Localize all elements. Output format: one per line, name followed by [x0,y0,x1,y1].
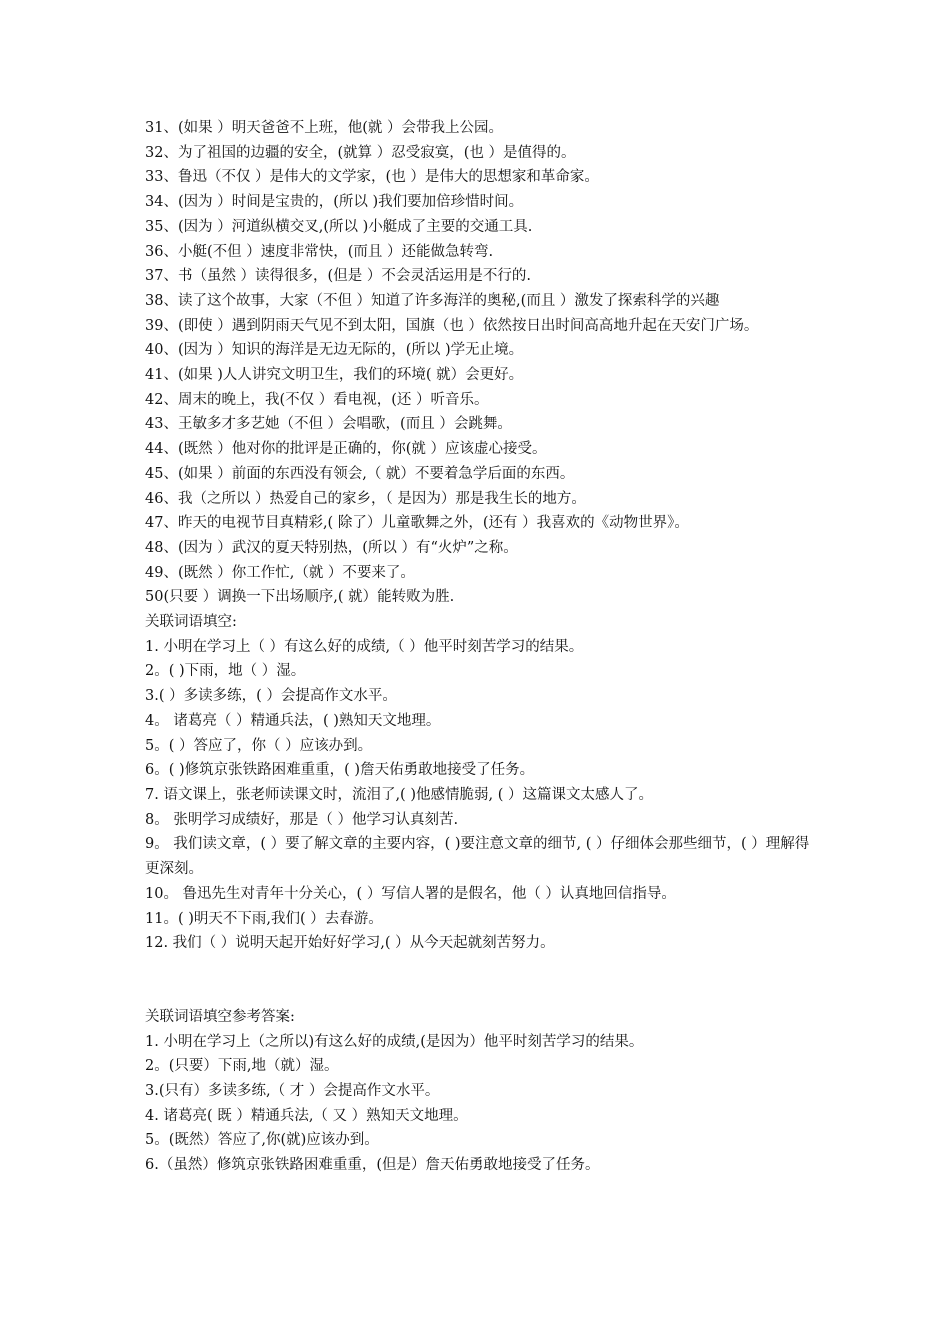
exercise-item-3: 3.( ）多读多练，( ）会提高作文水平。 [145,688,397,705]
exercise-item-9: 9。 我们读文章，( ）要了解文章的主要内容，( )要注意文章的细节, ( ）仔细体会那些细节，( ）理解得更深刻。 [145,836,810,878]
sentence-46: 46、我（之所以 ）热爱自己的家乡，（ 是因为）那是我生长的地方。 [145,490,586,507]
sentence-35: 35、(因为 ）河道纵横交叉,(所以 )小艇成了主要的交通工具. [145,218,533,235]
exercise-item-1: 1. 小明在学习上（ ）有这么好的成绩,（ ）他平时刻苦学习的结果。 [145,638,584,655]
sentence-43: 43、王敏多才多艺她（不但 ）会唱歌，(而且 ）会跳舞。 [145,416,512,433]
sentence-34: 34、(因为 ）时间是宝贵的，(所以 )我们要加倍珍惜时间。 [145,194,524,211]
sentence-50: 50(只要 ）调换一下出场顺序,( 就）能转败为胜. [145,589,455,606]
answer-item-4: 4. 诸葛亮( 既 ）精通兵法,（ 又 ）熟知天文地理。 [145,1107,468,1124]
sentence-47: 47、昨天的电视节目真精彩,( 除了）儿童歌舞之外，(还有 ）我喜欢的《动物世界》。 [145,515,689,532]
exercise-item-8: 8。 张明学习成绩好，那是（ ）他学习认真刻苦. [145,811,459,828]
answer-item-1: 1. 小明在学习上（之所以)有这么好的成绩,(是因为）他平时刻苦学习的结果。 [145,1033,644,1050]
exercise-item-12: 12. 我们（ ）说明天起开始好好学习,( ）从今天起就刻苦努力。 [145,935,555,952]
sentence-38: 38、读了这个故事，大家（不但 ）知道了许多海洋的奥秘,(而且 ）激发了探索科学的兴趣 [145,292,720,309]
exercise-title: 关联词语填空: [145,614,237,631]
sentence-37: 37、书（虽然 ）读得很多，(但是 ）不会灵活运用是不行的. [145,268,531,285]
sentence-42: 42、周末的晚上，我(不仅 ）看电视，(还 ）听音乐。 [145,391,489,408]
sentence-40: 40、(因为 ）知识的海洋是无边无际的，(所以 )学无止境。 [145,342,524,359]
exercise-item-10: 10。 鲁迅先生对青年十分关心，( ）写信人署的是假名，他（ ）认真地回信指导。 [145,885,676,902]
sentence-32: 32、为了祖国的边疆的安全，(就算 ）忍受寂寞，(也 ）是值得的。 [145,144,576,161]
answers-title: 关联词语填空参考答案: [145,1008,295,1025]
exercise-item-11: 11。( )明天不下雨,我们( ）去春游。 [145,910,383,927]
answer-item-5: 5。(既然）答应了,你(就)应该办到。 [145,1132,379,1149]
answer-item-2: 2。(只要）下雨,地（就）湿。 [145,1058,339,1075]
exercise-item-7: 7. 语文课上，张老师读课文时，流泪了,( )他感情脆弱, ( ）这篇课文太感人了。 [145,786,653,803]
sentence-45: 45、(如果 ）前面的东西没有领会,（ 就）不要着急学后面的东西。 [145,465,575,482]
sentence-49: 49、(既然 ）你工作忙,（就 ）不要来了。 [145,564,415,581]
sentence-33: 33、鲁迅（不仅 ）是伟大的文学家，(也 ）是伟大的思想家和革命家。 [145,169,599,186]
document-body [145,116,813,1178]
sentence-31: 31、(如果 ）明天爸爸不上班，他(就 ）会带我上公园。 [145,120,503,136]
exercise-item-2: 2。( )下雨，地（ ）湿。 [145,663,306,680]
sentence-48: 48、(因为 ）武汉的夏天特别热，(所以 ）有“火炉”之称。 [145,539,518,556]
sentence-41: 41、(如果 )人人讲究文明卫生，我们的环境( 就）会更好。 [145,367,524,384]
section-spacer [145,956,813,1005]
exercise-item-5: 5。( ）答应了，你（ ）应该办到。 [145,737,373,754]
answer-item-3: 3.(只有）多读多练,（ 才 ）会提高作文水平。 [145,1083,440,1100]
answer-item-6: 6.（虽然）修筑京张铁路困难重重，(但是）詹天佑勇敢地接受了任务。 [145,1157,600,1174]
sentence-39: 39、(即使 ）遇到阴雨天气见不到太阳，国旗（也 ）依然按日出时间高高地升起在天安门广场。 [145,317,759,334]
exercise-item-4: 4。 诸葛亮（ ）精通兵法，( )熟知天文地理。 [145,712,441,729]
exercise-item-6: 6。( )修筑京张铁路困难重重，( )詹天佑勇敢地接受了任务。 [145,762,535,779]
sentence-36: 36、小艇(不但 ）速度非常快，(而且 ）还能做急转弯. [145,243,494,260]
sentence-44: 44、(既然 ）他对你的批评是正确的，你(就 ）应该虚心接受。 [145,441,547,458]
